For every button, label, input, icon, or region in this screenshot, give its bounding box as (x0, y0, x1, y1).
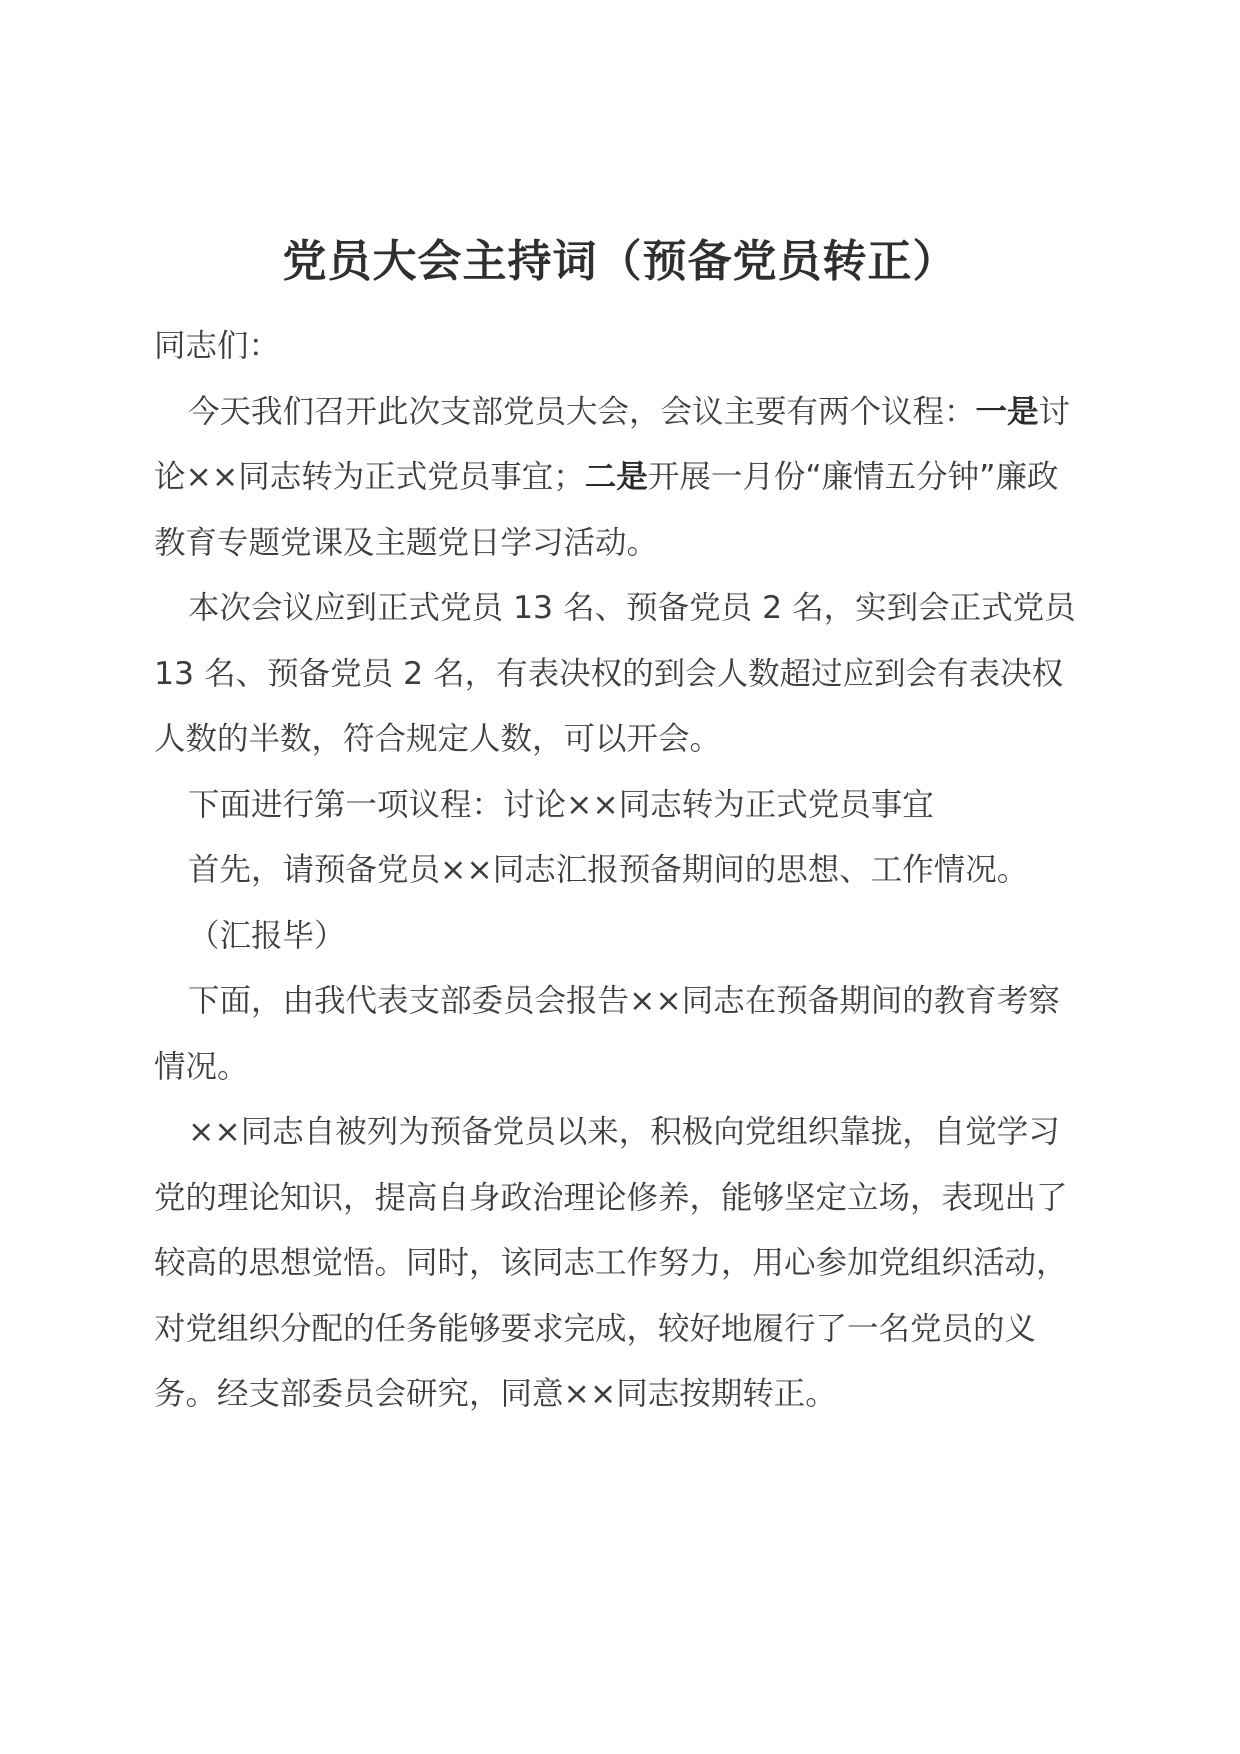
agenda-item-one-text: 讨论××同志转为正式党员事宜； (154, 393, 1071, 495)
paragraph-report-request: 首先，请预备党员××同志汇报预备期间的思想、工作情况。 (188, 852, 1029, 888)
document-title: 党员大会主持词（预备党员转正） (282, 236, 958, 287)
agenda-lead-text: 今天我们召开此次支部党员大会，会议主要有两个议程： (188, 393, 976, 430)
paragraph-evaluation: ××同志自被列为预备党员以来，积极向党组织靠拢，自觉学习党的理论知识，提高自身政治理论修养，能够坚定立场，表现出了较高的思想觉悟。同时，该同志工作努力，用心参加党组织活动，对党组织分配的任务能够要求完成，较好地履行了一名党员的义务。经支部委员会研究，同意××同志按期转正。 (154, 1114, 1068, 1412)
paragraph-first-agenda: 下面进行第一项议程：讨论××同志转为正式党员事宜 (188, 786, 934, 823)
agenda-item-two-marker: 二是 (584, 459, 648, 495)
agenda-item-two-text: 开展一月份“廉情五分钟”廉政教育专题党课及主题党日学习活动。 (154, 459, 1059, 561)
document-body (154, 314, 1086, 1428)
paragraph-committee-report: 下面，由我代表支部委员会报告××同志在预备期间的教育考察情况。 (154, 983, 1060, 1085)
salutation: 同志们： (154, 328, 281, 364)
paragraph-agenda (154, 380, 1086, 577)
paragraph-attendance: 本次会议应到正式党员 13 名、预备党员 2 名，实到会正式党员 13 名、预备党员 2 名，有表决权的到会人数超过应到会有表决权人数的半数，符合规定人数，可以开会。 (154, 590, 1076, 757)
agenda-item-one-marker: 一是 (975, 393, 1039, 430)
paragraph-report-end: （汇报毕） (188, 917, 346, 954)
